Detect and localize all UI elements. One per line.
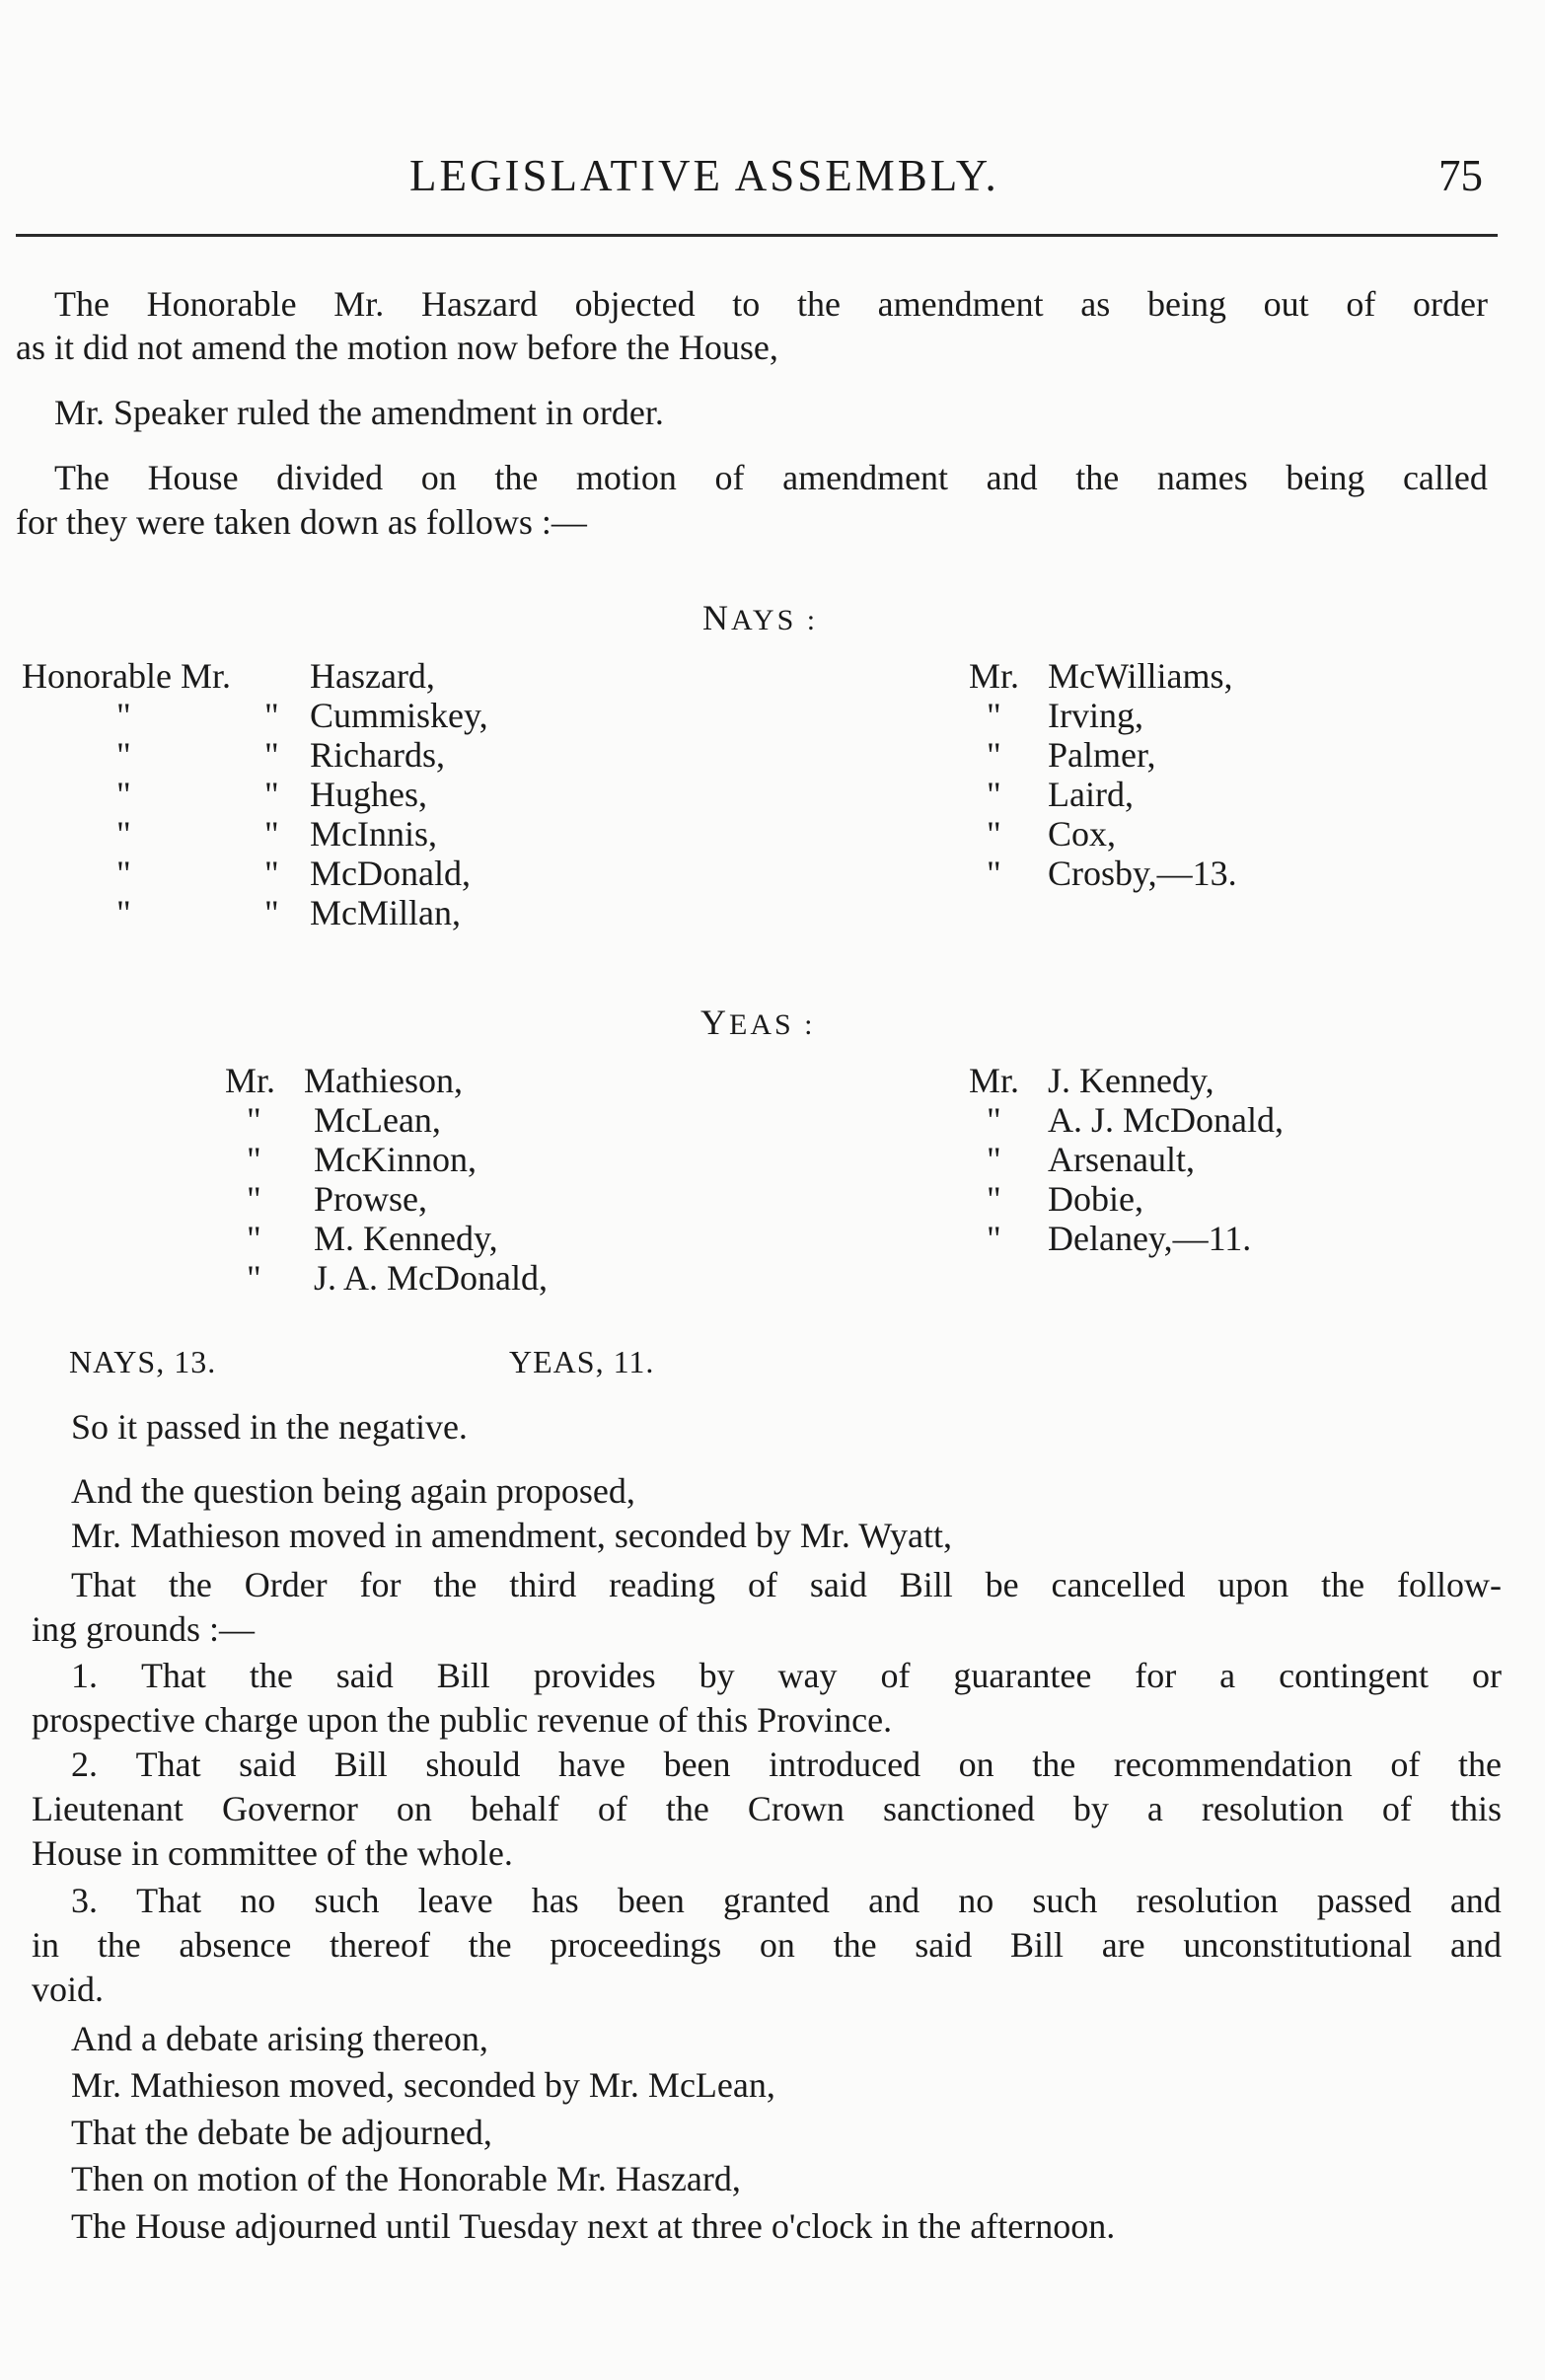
list-item: " Arsenault,	[987, 1140, 1195, 1179]
word: House	[147, 458, 239, 497]
word: of	[1346, 284, 1376, 324]
word: contingent	[1279, 1656, 1430, 1695]
word: reading	[609, 1565, 716, 1604]
speaker-ruling: Mr. Speaker ruled the amendment in order.	[54, 393, 664, 432]
word: proceedings	[550, 1925, 722, 1965]
nays-left-list	[22, 656, 488, 932]
word: said	[915, 1925, 973, 1965]
list-item: Mr. Mathieson,	[225, 1061, 463, 1100]
word: being	[1286, 458, 1365, 497]
list-item: " A. J. McDonald,	[987, 1100, 1284, 1140]
debate-line: And a debate arising thereon,	[71, 2019, 488, 2058]
yeas-left-list	[225, 1061, 548, 1298]
word: for	[359, 1565, 402, 1604]
word: said	[809, 1565, 867, 1604]
word: should	[425, 1745, 521, 1784]
order-line2: ing grounds :—	[32, 1609, 256, 1649]
list-item: Honorable Mr. Haszard,	[22, 656, 435, 696]
word: on	[958, 1745, 994, 1784]
word: leave	[417, 1881, 493, 1920]
nays-heading: NAYS :	[702, 598, 819, 637]
adjourned-line: That the debate be adjourned,	[71, 2113, 492, 2152]
word: resolution	[1201, 1789, 1344, 1828]
p1-line1	[54, 283, 1488, 325]
word: no	[958, 1881, 994, 1920]
ground3-line2	[32, 1924, 1502, 1966]
list-item: " " Richards,	[116, 735, 445, 775]
word: and	[986, 458, 1038, 497]
p3-line2: for they were taken down as follows :—	[16, 502, 587, 542]
word: a	[1146, 1789, 1163, 1828]
word: the	[1075, 458, 1120, 497]
ground1-line2: prospective charge upon the public revenue of this Province.	[32, 1700, 893, 1740]
word: be	[985, 1565, 1019, 1604]
word: That	[135, 1745, 201, 1784]
word: of	[714, 458, 745, 497]
word: the	[1457, 1745, 1502, 1784]
word: unconstitutional	[1183, 1925, 1413, 1965]
word: Bill	[899, 1565, 953, 1604]
word: have	[558, 1745, 625, 1784]
list-item: " " McMillan,	[116, 893, 461, 932]
word: That	[136, 1881, 202, 1920]
list-item: " Cox,	[987, 814, 1117, 854]
word: such	[314, 1881, 380, 1920]
list-item: " " McInnis,	[116, 814, 437, 854]
word: That	[71, 1565, 136, 1604]
list-item: " M. Kennedy,	[247, 1219, 498, 1258]
word: of	[597, 1789, 627, 1828]
p3-line1	[54, 457, 1488, 498]
ground2-line1	[71, 1744, 1502, 1785]
word: recommendation	[1113, 1745, 1353, 1784]
word: passed	[1316, 1881, 1412, 1920]
word: Governor	[221, 1789, 358, 1828]
p1-line2: as it did not amend the motion now before the House,	[16, 328, 778, 367]
word: names	[1156, 458, 1248, 497]
word: called	[1402, 458, 1488, 497]
word: of	[747, 1565, 777, 1604]
ground3-line3: void.	[32, 1970, 105, 2009]
word: been	[617, 1881, 685, 1920]
word: cancelled	[1051, 1565, 1186, 1604]
page-header	[0, 150, 1545, 209]
word: being	[1146, 284, 1226, 324]
word: the	[796, 284, 841, 324]
running-title: LEGISLATIVE ASSEMBLY.	[409, 151, 999, 200]
ground1-line1	[71, 1655, 1502, 1696]
word: Lieutenant	[32, 1789, 184, 1828]
list-item: " " Hughes,	[116, 775, 427, 814]
list-item: " Dobie,	[987, 1179, 1143, 1219]
word: 1.	[71, 1656, 98, 1695]
list-item: " Irving,	[987, 696, 1143, 735]
word: or	[1472, 1656, 1502, 1695]
question-line: And the question being again proposed,	[71, 1471, 635, 1511]
word: The	[54, 458, 110, 497]
list-item: " McKinnon,	[247, 1140, 477, 1179]
word: guarantee	[953, 1656, 1092, 1695]
word: in	[32, 1925, 60, 1965]
word: this	[1449, 1789, 1502, 1828]
list-item: Mr. J. Kennedy,	[969, 1061, 1214, 1100]
list-item: " J. A. McDonald,	[247, 1258, 548, 1298]
word: That	[140, 1656, 206, 1695]
page-number: 75	[1438, 151, 1483, 200]
word: by	[699, 1656, 735, 1695]
word: on	[759, 1925, 795, 1965]
word: the	[433, 1565, 478, 1604]
word: Honorable	[146, 284, 297, 324]
word: behalf	[470, 1789, 559, 1828]
word: 2.	[71, 1745, 98, 1784]
word: amendment	[877, 284, 1044, 324]
yeas-tally: YEAS, 11.	[509, 1344, 655, 1379]
word: The	[54, 284, 110, 324]
moved-adjourn-line: Mr. Mathieson moved, seconded by Mr. McLean,	[71, 2065, 775, 2105]
word: Bill	[1009, 1925, 1064, 1965]
word: the	[665, 1789, 709, 1828]
word: the	[1321, 1565, 1365, 1604]
word: thereof	[330, 1925, 430, 1965]
list-item: " Laird,	[987, 775, 1134, 814]
word: said	[239, 1745, 297, 1784]
word: order	[1413, 284, 1488, 324]
list-item: " Prowse,	[247, 1179, 427, 1219]
word: resolution	[1136, 1881, 1279, 1920]
word: of	[1390, 1745, 1421, 1784]
word: the	[494, 458, 539, 497]
word: no	[240, 1881, 276, 1920]
word: the	[249, 1656, 293, 1695]
word: of	[880, 1656, 911, 1695]
nays-tally: NAYS, 13.	[69, 1344, 217, 1379]
list-item: " Crosby,—13.	[987, 854, 1237, 893]
ground2-line2	[32, 1788, 1502, 1829]
word: on	[420, 458, 457, 497]
word: Haszard	[421, 284, 538, 324]
order-line1	[71, 1564, 1502, 1605]
word: Bill	[333, 1745, 388, 1784]
word: has	[531, 1881, 579, 1920]
yeas-right-list	[969, 1061, 1284, 1258]
list-item: " McLean,	[247, 1100, 441, 1140]
word: on	[396, 1789, 432, 1828]
list-item: " Delaney,—11.	[987, 1219, 1252, 1258]
word: follow-	[1397, 1565, 1502, 1604]
word: Crown	[747, 1789, 845, 1828]
word: 3.	[71, 1881, 98, 1920]
word: third	[509, 1565, 577, 1604]
word: the	[1032, 1745, 1076, 1784]
word: amendment	[782, 458, 949, 497]
list-item: Mr. McWilliams,	[969, 656, 1233, 696]
yeas-heading: YEAS :	[700, 1003, 816, 1042]
word: been	[663, 1745, 731, 1784]
word: for	[1135, 1656, 1177, 1695]
word: and	[1450, 1925, 1502, 1965]
word: the	[468, 1925, 512, 1965]
word: Mr.	[333, 284, 385, 324]
word: provides	[533, 1656, 656, 1695]
list-item: " " McDonald,	[116, 854, 471, 893]
word: the	[168, 1565, 212, 1604]
word: the	[833, 1925, 877, 1965]
word: objected	[574, 284, 696, 324]
word: Order	[244, 1565, 328, 1604]
word: way	[777, 1656, 838, 1695]
header-rule	[16, 234, 1498, 237]
word: a	[1219, 1656, 1236, 1695]
word: of	[1381, 1789, 1412, 1828]
ground2-line3: House in committee of the whole.	[32, 1833, 513, 1873]
word: granted	[722, 1881, 830, 1920]
word: absence	[179, 1925, 292, 1965]
final-line: The House adjourned until Tuesday next at three o'clock in the afternoon.	[71, 2206, 1116, 2246]
list-item: " " Cummiskey,	[116, 696, 488, 735]
word: as	[1080, 284, 1111, 324]
ground3-line1	[71, 1880, 1502, 1921]
negative-line: So it passed in the negative.	[71, 1407, 468, 1447]
word: upon	[1217, 1565, 1289, 1604]
nays-right-list	[969, 656, 1237, 893]
word: Bill	[436, 1656, 490, 1695]
word: and	[868, 1881, 920, 1920]
word: by	[1072, 1789, 1109, 1828]
word: to	[732, 284, 761, 324]
word: divided	[276, 458, 384, 497]
word: out	[1263, 284, 1309, 324]
motion-line: Then on motion of the Honorable Mr. Haszard,	[71, 2159, 741, 2198]
word: and	[1449, 1881, 1502, 1920]
word: are	[1101, 1925, 1145, 1965]
word: introduced	[769, 1745, 921, 1784]
word: motion	[575, 458, 677, 497]
word: sanctioned	[882, 1789, 1035, 1828]
word: the	[97, 1925, 141, 1965]
list-item: " Palmer,	[987, 735, 1156, 775]
word: such	[1032, 1881, 1098, 1920]
word: said	[335, 1656, 394, 1695]
moved-amendment-line: Mr. Mathieson moved in amendment, seconded by Mr. Wyatt,	[71, 1516, 953, 1555]
